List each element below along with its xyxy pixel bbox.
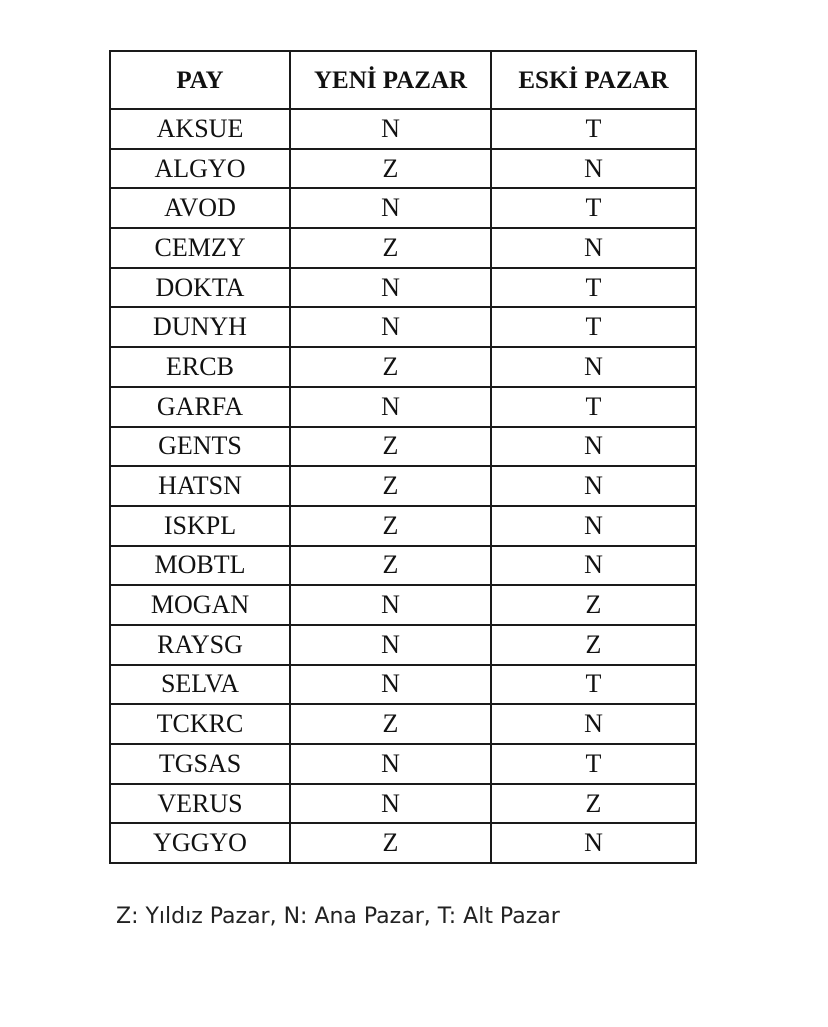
header-pay: PAY (110, 51, 290, 109)
cell-eski-pazar: N (491, 466, 696, 506)
table-row (110, 625, 696, 665)
table-row (110, 744, 696, 784)
cell-pay: TGSAS (110, 744, 290, 784)
cell-pay: ISKPL (110, 506, 290, 546)
table-row (110, 784, 696, 824)
cell-pay: DUNYH (110, 307, 290, 347)
cell-pay: GENTS (110, 427, 290, 467)
cell-pay: DOKTA (110, 268, 290, 308)
cell-yeni-pazar: N (290, 625, 491, 665)
market-change-table (109, 50, 697, 864)
cell-pay: CEMZY (110, 228, 290, 268)
cell-pay: TCKRC (110, 704, 290, 744)
cell-eski-pazar: T (491, 665, 696, 705)
header-yeni-pazar: YENİ PAZAR (290, 51, 491, 109)
cell-pay: ALGYO (110, 149, 290, 189)
table-row (110, 387, 696, 427)
cell-eski-pazar: Z (491, 625, 696, 665)
cell-eski-pazar: N (491, 427, 696, 467)
table-row (110, 149, 696, 189)
table-row (110, 823, 696, 863)
cell-pay: YGGYO (110, 823, 290, 863)
cell-pay: RAYSG (110, 625, 290, 665)
header-eski-pazar: ESKİ PAZAR (491, 51, 696, 109)
cell-yeni-pazar: Z (290, 704, 491, 744)
table-row (110, 109, 696, 149)
cell-pay: AKSUE (110, 109, 290, 149)
cell-yeni-pazar: N (290, 744, 491, 784)
table-row (110, 427, 696, 467)
cell-pay: SELVA (110, 665, 290, 705)
table-row (110, 188, 696, 228)
table-row (110, 665, 696, 705)
cell-yeni-pazar: N (290, 585, 491, 625)
cell-eski-pazar: N (491, 546, 696, 586)
cell-pay: MOGAN (110, 585, 290, 625)
table-row (110, 585, 696, 625)
cell-eski-pazar: Z (491, 585, 696, 625)
table-row (110, 506, 696, 546)
cell-eski-pazar: N (491, 823, 696, 863)
table-row (110, 228, 696, 268)
cell-yeni-pazar: N (290, 784, 491, 824)
table-row (110, 546, 696, 586)
cell-eski-pazar: T (491, 744, 696, 784)
legend-note: Z: Yıldız Pazar, N: Ana Pazar, T: Alt Pazar (116, 904, 560, 929)
cell-yeni-pazar: Z (290, 427, 491, 467)
cell-pay: VERUS (110, 784, 290, 824)
cell-yeni-pazar: Z (290, 149, 491, 189)
cell-yeni-pazar: Z (290, 466, 491, 506)
cell-eski-pazar: N (491, 347, 696, 387)
cell-eski-pazar: N (491, 149, 696, 189)
cell-eski-pazar: N (491, 704, 696, 744)
cell-pay: HATSN (110, 466, 290, 506)
cell-yeni-pazar: N (290, 387, 491, 427)
table-row (110, 704, 696, 744)
cell-eski-pazar: T (491, 307, 696, 347)
cell-eski-pazar: Z (491, 784, 696, 824)
cell-pay: ERCB (110, 347, 290, 387)
cell-yeni-pazar: N (290, 268, 491, 308)
cell-eski-pazar: T (491, 268, 696, 308)
table-row (110, 466, 696, 506)
cell-yeni-pazar: N (290, 109, 491, 149)
table-row (110, 347, 696, 387)
cell-eski-pazar: T (491, 109, 696, 149)
table-row (110, 268, 696, 308)
cell-yeni-pazar: Z (290, 546, 491, 586)
cell-eski-pazar: N (491, 228, 696, 268)
cell-eski-pazar: N (491, 506, 696, 546)
cell-pay: GARFA (110, 387, 290, 427)
cell-yeni-pazar: N (290, 188, 491, 228)
cell-pay: MOBTL (110, 546, 290, 586)
cell-yeni-pazar: N (290, 307, 491, 347)
cell-yeni-pazar: Z (290, 228, 491, 268)
cell-pay: AVOD (110, 188, 290, 228)
table-row (110, 307, 696, 347)
cell-yeni-pazar: Z (290, 506, 491, 546)
cell-eski-pazar: T (491, 387, 696, 427)
cell-yeni-pazar: Z (290, 823, 491, 863)
cell-eski-pazar: T (491, 188, 696, 228)
cell-yeni-pazar: N (290, 665, 491, 705)
table-header-row (110, 51, 696, 109)
cell-yeni-pazar: Z (290, 347, 491, 387)
